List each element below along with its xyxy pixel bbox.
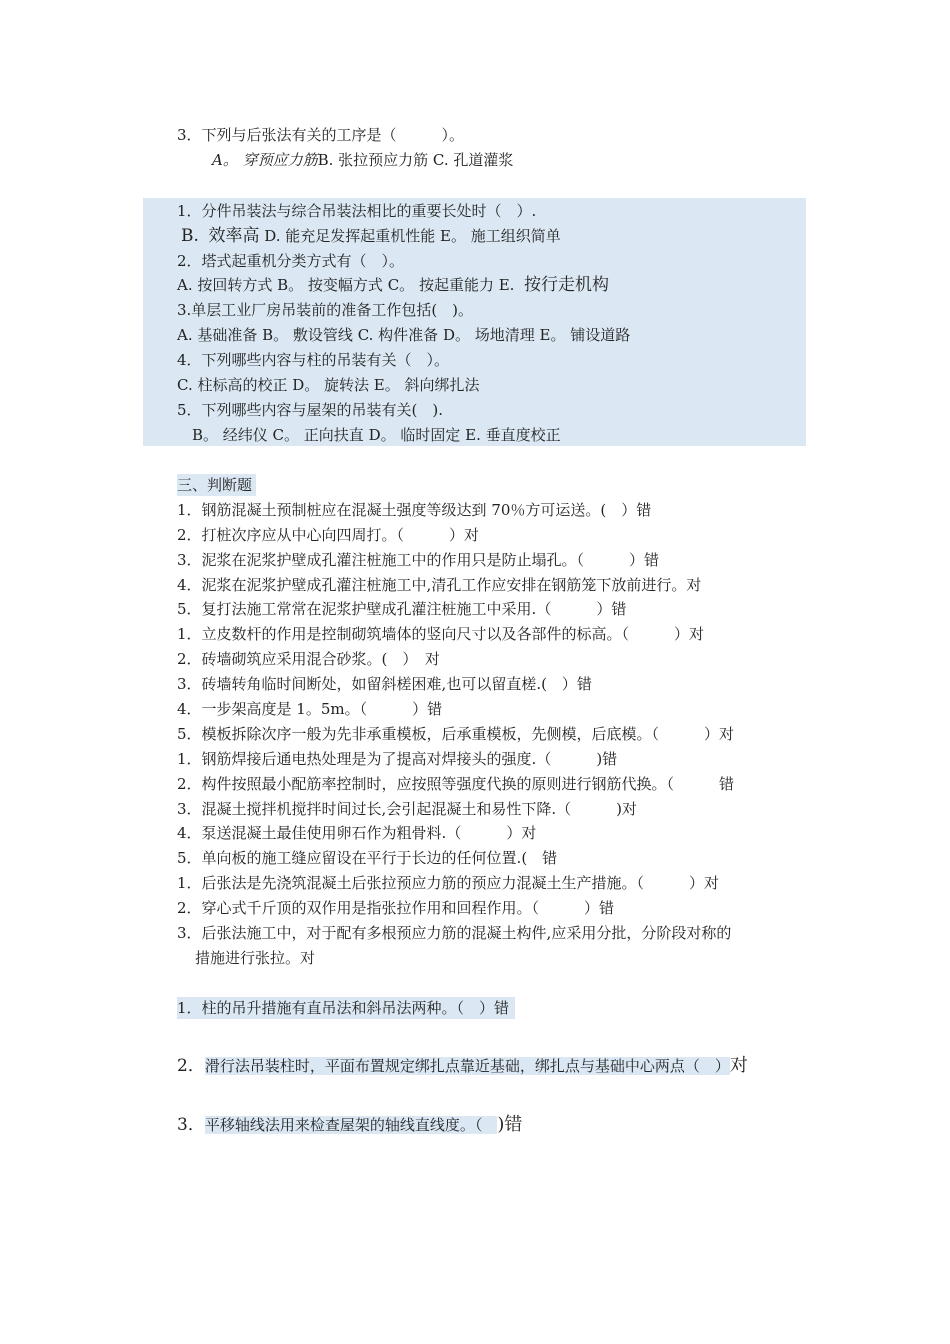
option-a: A。 穿预应力筋 <box>212 151 318 169</box>
judgment-item-continuation: 措施进行张拉。对 <box>195 949 316 967</box>
choice-q2: 2．塔式起重机分类方式有（ ）。 <box>177 252 405 270</box>
choice-q2-options <box>177 274 609 296</box>
judgment-item: 1．立皮数杆的作用是控制砌筑墙体的竖向尺寸以及各部件的标高。（ ）对 <box>177 625 705 643</box>
choice-q1-options <box>181 225 561 247</box>
choice-q5-options: B。 经纬仪 C。 正向扶直 D。 临时固定 E. 垂直度校正 <box>192 426 561 444</box>
judgment-item: 4．一步架高度是 1。5m。（ ）错 <box>177 700 443 718</box>
judgment-item: 3．泥浆在泥浆护壁成孔灌注桩施工中的作用只是防止塌孔。（ ）错 <box>177 551 660 569</box>
choice-q4: 4．下列哪些内容与柱的吊装有关（ ）。 <box>177 351 450 369</box>
judgment-item: 2．构件按照最小配筋率控制时，应按照等强度代换的原则进行钢筋代换。（ 错 <box>177 775 735 793</box>
judgment-item: 3．砖墙转角临时间断处，如留斜槎困难,也可以留直槎.( ）错 <box>177 675 592 693</box>
question-3-stem: 3．下列与后张法有关的工序是（ ）。 <box>177 126 465 144</box>
question-3-options <box>212 149 513 171</box>
options-bc: B. 张拉预应力筋 C. 孔道灌浆 <box>317 151 514 169</box>
hoisting-q1: 1．柱的吊升措施有直吊法和斜吊法两种。（ ）错 <box>177 997 515 1019</box>
option-b-letter: B. <box>181 226 199 246</box>
choice-q1: 1．分件吊装法与综合吊装法相比的重要长处时（ ）. <box>177 202 537 220</box>
judgment-item: 2．穿心式千斤顶的双作用是指张拉作用和回程作用。（ ）错 <box>177 899 615 917</box>
options-de: D. 能充足发挥起重机性能 E。 施工组织简单 <box>259 227 561 245</box>
option-e-text: 按行走机构 <box>523 275 609 295</box>
hoisting-q2-answer: 对 <box>729 1055 748 1076</box>
option-b-text: 效率高 <box>208 226 260 246</box>
judgment-item: 3．后张法施工中，对于配有多根预应力筋的混凝土构件,应采用分批，分阶段对称的 <box>177 924 732 942</box>
section-heading-judgment: 三、判断题 <box>177 474 256 496</box>
judgment-item: 2．砖墙砌筑应采用混合砂浆。( ） 对 <box>177 650 440 668</box>
judgment-item: 3．混凝土搅拌机搅拌时间过长,会引起混凝土和易性下降.（ )对 <box>177 800 637 818</box>
hoisting-q3-answer: )错 <box>497 1114 523 1135</box>
judgment-item: 5．复打法施工常常在泥浆护壁成孔灌注桩施工中采用.（ ）错 <box>177 600 627 618</box>
hoisting-q2 <box>177 1055 748 1077</box>
judgment-item: 5．单向板的施工缝应留设在平行于长边的任何位置.( 错 <box>177 849 558 867</box>
hoisting-q3-text: 平移轴线法用来检查屋架的轴线直线度。（ <box>204 1116 498 1134</box>
hoisting-q3-number: 3． <box>177 1115 205 1135</box>
hoisting-q3 <box>177 1114 522 1136</box>
choice-q5: 5．下列哪些内容与屋架的吊装有关( ). <box>177 401 444 419</box>
judgment-item: 4．泥浆在泥浆护壁成孔灌注桩施工中,清孔工作应安排在钢筋笼下放前进行。对 <box>177 576 702 594</box>
judgment-item: 1．钢筋焊接后通电热处理是为了提高对焊接头的强度.（ )错 <box>177 750 618 768</box>
choice-q3-options: A. 基础准备 B。 敷设管线 C. 构件准备 D。 场地清理 E。 铺设道路 <box>177 326 631 344</box>
hoisting-q2-number: 2． <box>177 1056 205 1076</box>
options-abce: A. 按回转方式 B。 按变幅方式 C。 按起重能力 E. <box>177 276 515 294</box>
choice-q4-options: C. 柱标高的校正 D。 旋转法 E。 斜向绑扎法 <box>177 376 480 394</box>
judgment-item: 1．后张法是先浇筑混凝土后张拉预应力筋的预应力混凝土生产措施。（ ）对 <box>177 874 720 892</box>
choice-q3: 3.单层工业厂房吊装前的准备工作包括( )。 <box>177 301 474 319</box>
judgment-item: 5．模板拆除次序一般为先非承重模板，后承重模板，先侧模，后底模。（ ）对 <box>177 725 735 743</box>
judgment-item: 1．钢筋混凝土预制桩应在混凝土强度等级达到 70％方可运送。( ）错 <box>177 501 652 519</box>
judgment-item: 2．打桩次序应从中心向四周打。（ ）对 <box>177 526 480 544</box>
hoisting-q2-text: 滑行法吊装柱时，平面布置规定绑扎点靠近基础，绑扎点与基础中心两点（ ） <box>204 1057 730 1075</box>
judgment-item: 4．泵送混凝土最佳使用卵石作为粗骨料.（ ）对 <box>177 824 537 842</box>
